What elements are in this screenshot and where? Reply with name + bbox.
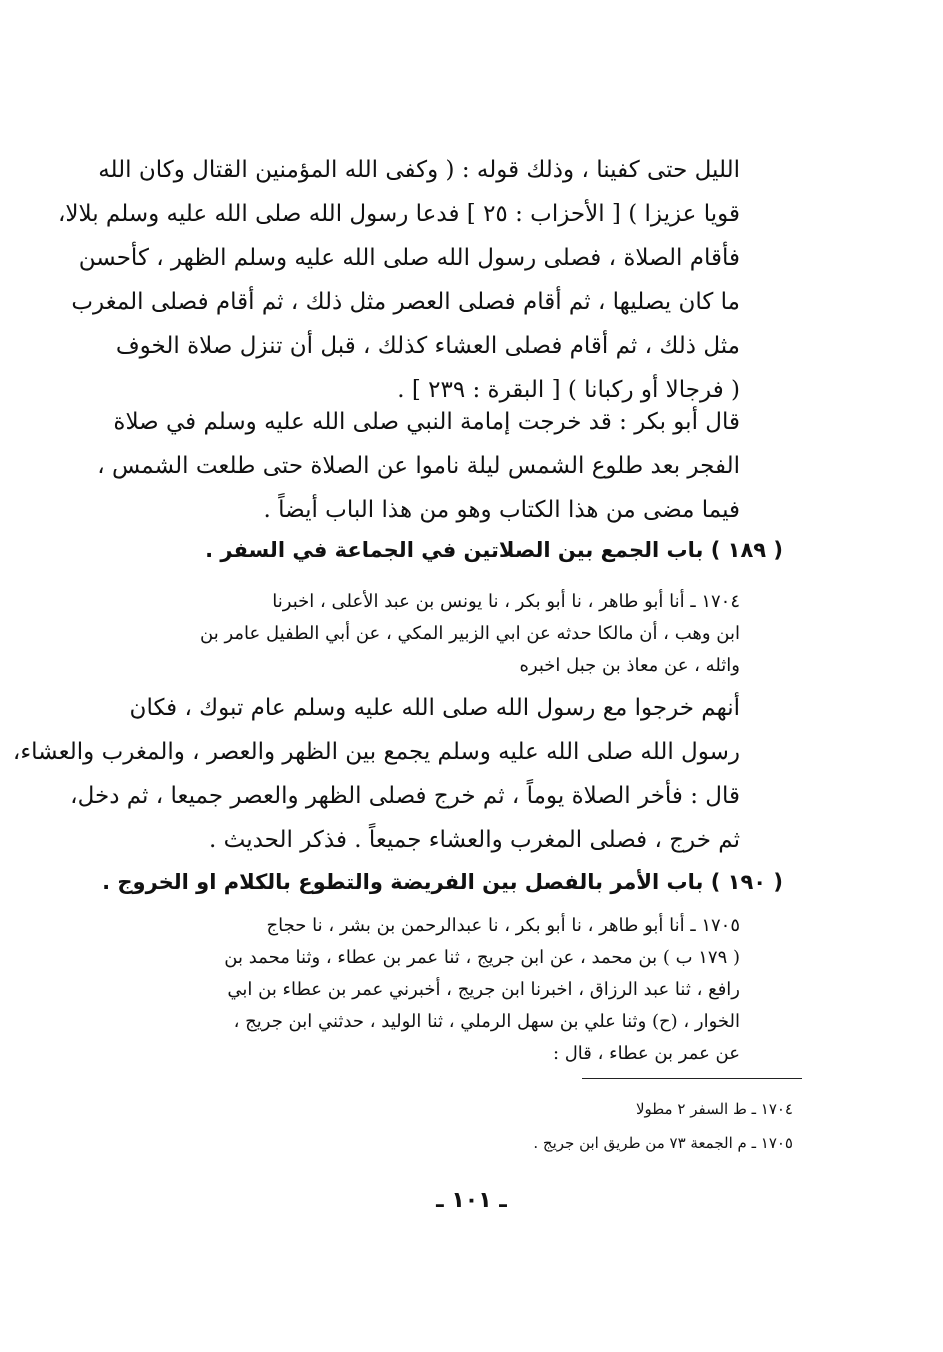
- text-line: ابن وهب ، أن مالكا حدثه عن ابي الزبير المكي ، عن أبي الطفيل عامر بن: [200, 623, 740, 644]
- footnote-1704: ١٧٠٤ ـ ط السفر ٢ مطولا: [635, 1100, 793, 1118]
- text-line: فأقام الصلاة ، فصلى رسول الله صلى الله عليه وسلم الظهر ، كأحسن: [78, 245, 740, 271]
- text-line: قال : فأخر الصلاة يوماً ، ثم خرج فصلى الظهر والعصر جميعا ، ثم دخل،: [70, 783, 740, 809]
- text-line: قال أبو بكر : قد خرجت إمامة النبي صلى الله عليه وسلم في صلاة: [113, 409, 740, 435]
- hadith-1705-isnad: [178, 910, 740, 1070]
- text-line: قويا عزيزا ) [ الأحزاب : ٢٥ ] فدعا رسول الله صلى الله عليه وسلم بلالا،: [57, 201, 740, 227]
- text-line: ١٧٠٤ ـ أنا أبو طاهر ، نا أبو بكر ، نا يونس بن عبد الأعلى ، اخبرنا: [272, 591, 740, 612]
- paragraph-1: [57, 148, 740, 412]
- text-line: عن عمر بن عطاء ، قال :: [552, 1043, 740, 1064]
- chapter-heading-190: ( ١٩٠ ) باب الأمر بالفصل بين الفريضة والتطوع بالكلام او الخروج .: [102, 870, 783, 894]
- hadith-1704-matn: [12, 686, 740, 862]
- hadith-1704-isnad: [178, 586, 740, 682]
- text-line: أنهم خرجوا مع رسول الله صلى الله عليه وسلم عام تبوك ، فكان: [129, 695, 740, 721]
- paragraph-2: [97, 400, 740, 532]
- text-line: ( فرجالا أو ركبانا ) [ البقرة : ٢٣٩ ] .: [397, 377, 740, 403]
- text-line: ( ١٧٩ ب ) بن محمد ، عن ابن جريج ، ثنا عمر بن عطاء ، وثنا محمد بن: [224, 947, 740, 968]
- chapter-heading-189: ( ١٨٩ ) باب الجمع بين الصلاتين في الجماعة في السفر .: [205, 538, 783, 562]
- text-line: واثله ، عن معاذ بن جبل اخبره: [519, 655, 740, 676]
- text-line: رافع ، ثنا عبد الرزاق ، اخبرنا ابن جريج ، أخبرني عمر بن عطاء بن ابي: [227, 979, 740, 1000]
- text-line: الخوار ، (ح) وثنا علي بن سهل الرملي ، ثنا الوليد ، حدثني ابن جريج ،: [233, 1011, 740, 1032]
- text-line: الليل حتى كفينا ، وذلك قوله : ( وكفى الله المؤمنين القتال وكان الله: [98, 157, 740, 183]
- text-line: ثم خرج ، فصلى المغرب والعشاء جميعاً . فذكر الحديث .: [209, 827, 740, 853]
- page-number: ـ ١٠١ ـ: [436, 1188, 507, 1213]
- footnote-divider: [582, 1078, 802, 1079]
- text-line: مثل ذلك ، ثم أقام فصلى العشاء كذلك ، قبل أن تنزل صلاة الخوف: [115, 333, 740, 359]
- text-line: الفجر بعد طلوع الشمس ليلة ناموا عن الصلاة حتى طلعت الشمس ،: [97, 453, 740, 479]
- text-line: رسول الله صلى الله عليه وسلم يجمع بين الظهر والعصر ، والمغرب والعشاء،: [12, 739, 740, 765]
- footnote-1705: ١٧٠٥ ـ م الجمعة ٧٣ من طريق ابن جريج .: [533, 1134, 793, 1152]
- text-line: فيما مضى من هذا الكتاب وهو من هذا الباب أيضاً .: [263, 497, 740, 523]
- text-line: ما كان يصليها ، ثم أقام فصلى العصر مثل ذلك ، ثم أقام فصلى المغرب: [71, 289, 740, 315]
- text-line: ١٧٠٥ ـ أنا أبو طاهر ، نا أبو بكر ، نا عبدالرحمن بن بشر ، نا حجاج: [266, 915, 740, 936]
